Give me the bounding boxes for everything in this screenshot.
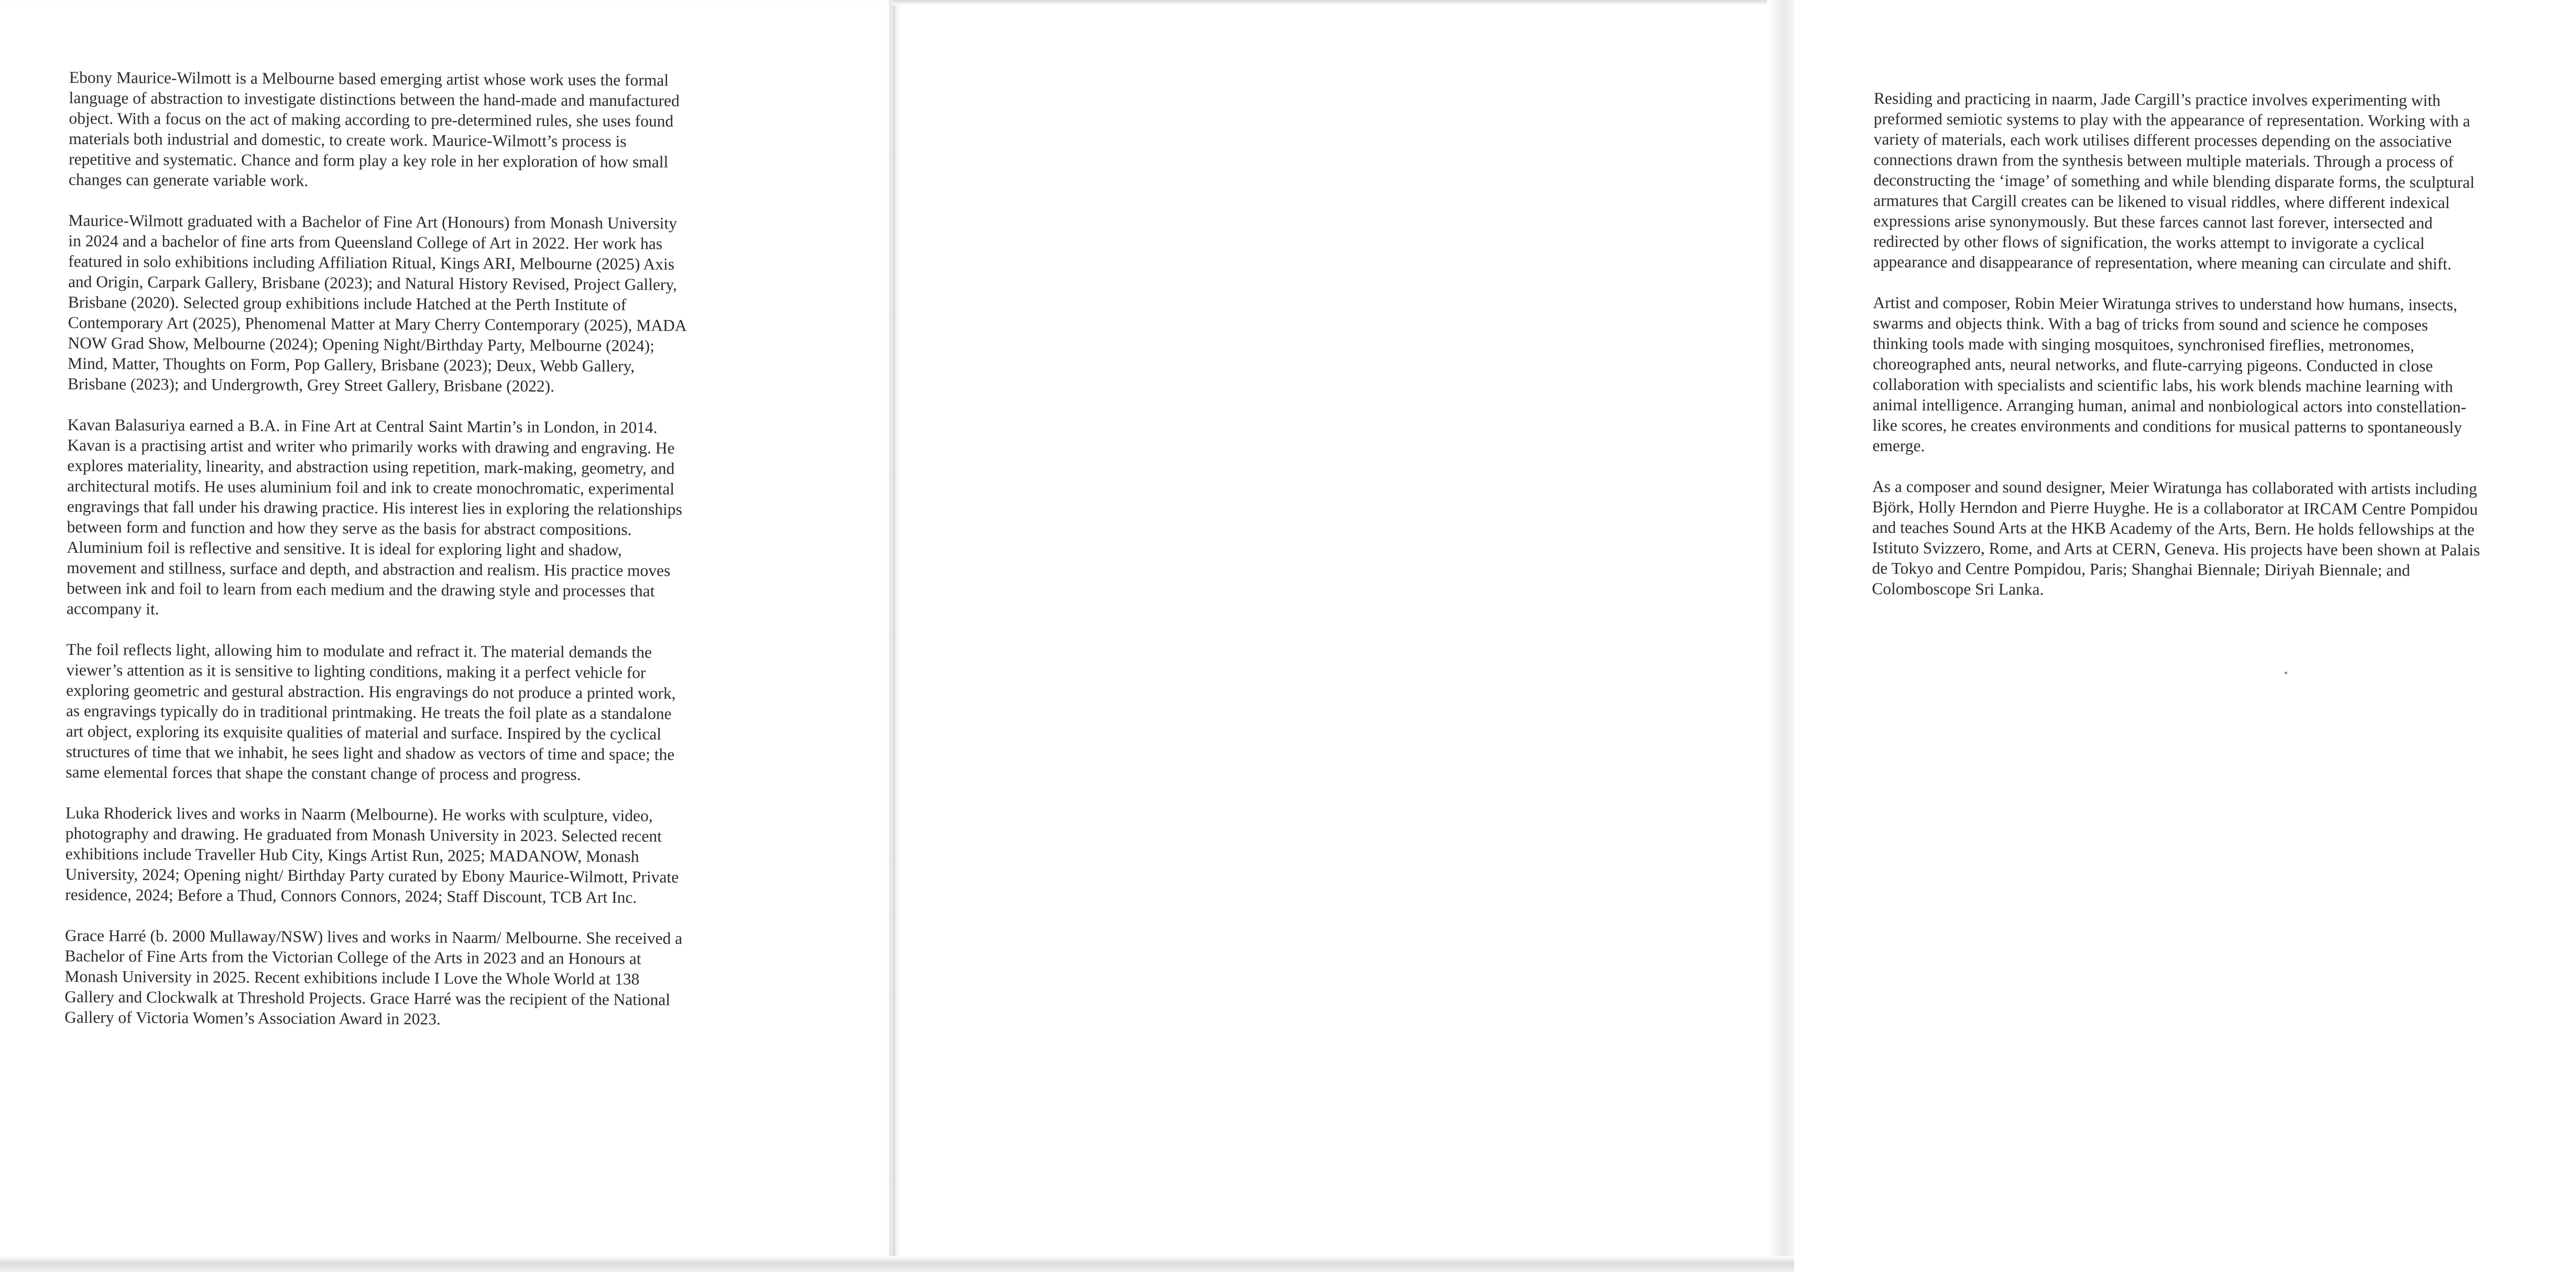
bio-grace-harre — [64, 925, 799, 1031]
text-line: deconstructing the ‘image’ of something and while blending disparate forms, the sculptural — [1873, 170, 2475, 192]
scan-speck — [2285, 672, 2287, 674]
text-line: changes can generate variable work. — [68, 170, 309, 190]
text-line: connections drawn from the synthesis between multiple materials. Through a process of — [1873, 150, 2454, 171]
text-line: swarms and objects think. With a bag of tricks from sound and science he composes — [1873, 313, 2428, 335]
text-line: Maurice-Wilmott graduated with a Bachelor of Fine Art (Honours) from Monash University — [68, 211, 677, 233]
text-line: collaboration with specialists and scientific labs, his work blends machine learning with — [1872, 375, 2453, 396]
text-line: armatures that Cargill creates can be likened to visual riddles, where different indexical — [1873, 191, 2450, 212]
text-line: repetitive and systematic. Chance and form play a key role in her exploration of how small — [69, 149, 669, 171]
text-line: structures of time that we inhabit, he sees light and shadow as vectors of time and space; the — [66, 742, 675, 764]
text-line: exhibitions include Traveller Hub City, Kings Artist Run, 2025; MADANOW, Monash — [65, 844, 639, 866]
bio-maurice-wilmott-exhibitions — [68, 210, 802, 398]
left-text-column — [64, 67, 803, 1051]
text-line: Kavan Balasuriya earned a B.A. in Fine Art at Central Saint Martin’s in London, in 2014. — [67, 415, 658, 437]
text-line: and teaches Sound Arts at the HKB Academy of the Arts, Bern. He holds fellowships at the — [1872, 518, 2475, 539]
text-line: photography and drawing. He graduated from Monash University in 2023. Selected recent — [65, 824, 662, 846]
text-line: Aluminium foil is reflective and sensitive. It is ideal for exploring light and shadow, — [67, 538, 622, 560]
text-line: emerge. — [1872, 436, 1925, 455]
page-right-edge — [1767, 0, 1794, 1272]
text-line: residence, 2024; Before a Thud, Connors Connors, 2024; Staff Discount, TCB Art Inc. — [65, 885, 637, 907]
text-line: in 2024 and a bachelor of fine arts from Queensland College of Art in 2022. Her work has — [68, 231, 663, 253]
text-line: animal intelligence. Arranging human, animal and nonbiological actors into constellation- — [1872, 395, 2466, 416]
text-line: University, 2024; Opening night/ Birthday Party curated by Ebony Maurice-Wilmott, Private — [65, 864, 679, 886]
text-line: Brisbane (2020). Selected group exhibitions include Hatched at the Perth Institute of — [68, 292, 627, 314]
bio-jade-cargill — [1873, 88, 2576, 275]
text-line: Monash University in 2025. Recent exhibitions include I Love the Whole World at 138 — [64, 967, 640, 989]
text-line: The foil reflects light, allowing him to modulate and refract it. The material demands the — [66, 640, 652, 662]
text-line: engravings that fall under his drawing practice. His interest lies in exploring the relationships — [67, 497, 682, 519]
text-line: variety of materials, each work utilises different processes depending on the associative — [1873, 129, 2452, 151]
text-line: As a composer and sound designer, Meier Wiratunga has collaborated with artists including — [1872, 477, 2477, 498]
text-line: Björk, Holly Herndon and Pierre Huyghe. He is a collaborator at IRCAM Centre Pompidou — [1872, 497, 2478, 519]
text-line: Mind, Matter, Thoughts on Form, Pop Gallery, Brisbane (2023); Deux, Webb Gallery, — [68, 354, 635, 376]
text-line: Istituto Svizzero, Rome, and Arts at CERN, Geneva. His projects have been shown at Palais — [1872, 538, 2480, 560]
left-page — [0, 0, 891, 1272]
text-line: choreographed ants, neural networks, and flute-carrying pigeons. Conducted in close — [1872, 354, 2433, 376]
text-line: Gallery of Victoria Women’s Association Award in 2023. — [64, 1007, 441, 1028]
bio-ebony-maurice-wilmott — [69, 67, 803, 193]
text-line: Brisbane (2023); and Undergrowth, Grey Street Gallery, Brisbane (2022). — [67, 374, 555, 396]
right-text-column — [1872, 88, 2576, 622]
page-bottom-edge — [0, 1256, 1794, 1272]
text-line: Bachelor of Fine Arts from the Victorian College of the Arts in 2023 and an Honours at — [64, 946, 641, 968]
text-line: Gallery and Clockwalk at Threshold Projects. Grace Harré was the recipient of the National — [64, 987, 671, 1009]
bio-kavan-balasuriya — [67, 414, 801, 622]
text-line: language of abstraction to investigate distinctions between the hand-made and manufactured — [69, 88, 680, 110]
text-line: Residing and practicing in naarm, Jade Cargill’s practice involves experimenting with — [1873, 89, 2441, 110]
text-line: redirected by other flows of signification, the works attempt to invigorate a cyclical — [1873, 232, 2425, 253]
text-line: architectural motifs. He uses aluminium foil and ink to create monochromatic, experimental — [67, 476, 675, 498]
text-line: movement and stillness, surface and depth, and abstraction and realism. His practice moves — [67, 558, 671, 580]
bio-meier-wiratunga-collaborations — [1872, 476, 2574, 601]
text-line: like scores, he creates environments and conditions for musical patterns to spontaneously — [1872, 415, 2462, 437]
text-line: between ink and foil to learn from each medium and the drawing style and processes that — [67, 578, 655, 600]
text-line: NOW Grad Show, Melbourne (2024); Opening Night/Birthday Party, Melbourne (2024); — [68, 333, 655, 355]
text-line: Colomboscope Sri Lanka. — [1872, 579, 2044, 599]
text-line: Luka Rhoderick lives and works in Naarm (Melbourne). He works with sculpture, video, — [65, 803, 653, 825]
page-top-edge — [893, 0, 1794, 5]
bio-foil-reflects-light — [66, 639, 800, 786]
text-line: materials both industrial and domestic, to create work. Maurice-Wilmott’s process is — [69, 129, 627, 151]
text-line: same elemental forces that shape the constant change of process and progress. — [66, 762, 581, 784]
text-line: object. With a focus on the act of making according to pre-determined rules, she uses found — [69, 108, 674, 130]
text-line: featured in solo exhibitions including Affiliation Ritual, Kings ARI, Melbourne (2025) Axis — [68, 251, 675, 273]
bio-robin-meier-wiratunga — [1872, 292, 2575, 458]
text-line: thinking tools made with singing mosquitoes, synchronised fireflies, metronomes, — [1873, 334, 2415, 355]
text-line: appearance and disappearance of representation, where meaning can circulate and shift. — [1873, 252, 2452, 273]
text-line: de Tokyo and Centre Pompidou, Paris; Shanghai Biennale; Diriyah Biennale; and — [1872, 558, 2410, 579]
text-line: preformed semiotic systems to play with the appearance of representation. Working with a — [1873, 109, 2471, 130]
bio-luka-rhoderick — [65, 803, 799, 908]
text-line: accompany it. — [66, 599, 159, 618]
text-line: Artist and composer, Robin Meier Wiratunga strives to understand how humans, insects, — [1873, 293, 2458, 314]
text-line: viewer’s attention as it is sensitive to lighting conditions, making it a perfect vehicle for — [66, 660, 646, 682]
text-line: Contemporary Art (2025), Phenomenal Matter at Mary Cherry Contemporary (2025), MADA — [68, 313, 687, 335]
text-line: Ebony Maurice-Wilmott is a Melbourne based emerging artist whose work uses the formal — [69, 68, 669, 90]
text-line: as engravings typically do in traditional printmaking. He treats the foil plate as a standalone — [66, 701, 672, 723]
text-line: Kavan is a practising artist and writer who primarily works with drawing and engraving. He — [67, 435, 675, 457]
text-line: exploring geometric and gestural abstraction. His engravings do not produce a printed work, — [66, 681, 676, 703]
right-page — [893, 0, 2480, 1272]
text-line: Grace Harré (b. 2000 Mullaway/NSW) lives and works in Naarm/ Melbourne. She received a — [64, 926, 683, 948]
text-line: and Origin, Carpark Gallery, Brisbane (2023); and Natural History Revised, Project Gallery, — [68, 272, 678, 294]
text-line: art object, exploring its exquisite qualities of material and surface. Inspired by the cyclical — [66, 721, 662, 743]
text-line: expressions arise synonymously. But these farces cannot last forever, intersected and — [1873, 211, 2433, 233]
text-line: explores materiality, linearity, and abstraction using repetition, mark-making, geometry, and — [67, 456, 675, 478]
text-line: between form and function and how they serve as the basis for abstract compositions. — [67, 517, 632, 539]
